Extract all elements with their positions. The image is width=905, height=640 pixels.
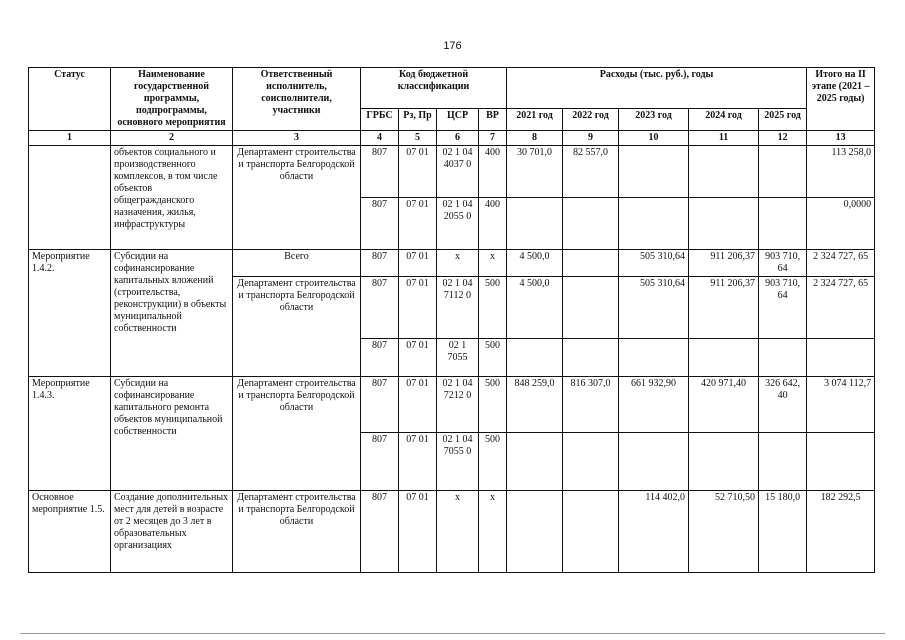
amount-total: 0,0000 — [807, 198, 875, 250]
header-2021: 2021 год — [507, 108, 563, 131]
grbs-cell: 807 — [361, 277, 399, 339]
amount-2025 — [759, 339, 807, 377]
rzpr-cell: 07 01 — [399, 433, 437, 491]
vr-cell: 500 — [479, 377, 507, 433]
col-number: 4 — [361, 131, 399, 146]
name-cell: Создание дополнительных мест для детей в возрасте от 2 месяцев до 3 лет в образовательных организациях — [111, 491, 233, 573]
amount-2025 — [759, 146, 807, 198]
rzpr-cell: 07 01 — [399, 198, 437, 250]
header-budget-code: Код бюджетной классификации — [361, 68, 507, 109]
name-cell: Субсидии на софинансирование капитального ремонта объектов муниципальной собственности — [111, 377, 233, 491]
col-number: 13 — [807, 131, 875, 146]
amount-2024: 52 710,50 — [689, 491, 759, 573]
amount-2022: 816 307,0 — [563, 377, 619, 433]
grbs-cell: 807 — [361, 491, 399, 573]
grbs-cell: 807 — [361, 146, 399, 198]
amount-2023 — [619, 433, 689, 491]
vr-cell: 400 — [479, 198, 507, 250]
amount-total: 2 324 727, 65 — [807, 277, 875, 339]
status-cell: Мероприятие 1.4.3. — [29, 377, 111, 491]
amount-2024 — [689, 198, 759, 250]
status-cell — [29, 146, 111, 250]
page-number: 176 — [443, 40, 462, 52]
amount-total: 3 074 112,7 — [807, 377, 875, 433]
amount-2025 — [759, 198, 807, 250]
col-number: 1 — [29, 131, 111, 146]
amount-2022 — [563, 491, 619, 573]
col-number: 8 — [507, 131, 563, 146]
csr-cell: 02 1 04 7112 0 — [437, 277, 479, 339]
name-cell: объектов социального и производственного комплексов, в том числе объектов общегражданского назначения, жилья, инфраструктуры — [111, 146, 233, 250]
col-number: 10 — [619, 131, 689, 146]
amount-2024 — [689, 339, 759, 377]
rzpr-cell: 07 01 — [399, 146, 437, 198]
header-row-1 — [29, 68, 875, 109]
csr-cell: х — [437, 250, 479, 277]
executor-cell: Департамент строительства и транспорта Белгородской области — [233, 377, 361, 491]
amount-2024 — [689, 433, 759, 491]
vr-cell: х — [479, 491, 507, 573]
status-cell: Мероприятие 1.4.2. — [29, 250, 111, 377]
amount-2022: 82 557,0 — [563, 146, 619, 198]
amount-2023 — [619, 198, 689, 250]
amount-2022 — [563, 433, 619, 491]
rzpr-cell: 07 01 — [399, 250, 437, 277]
vr-cell: х — [479, 250, 507, 277]
header-vr: ВР — [479, 108, 507, 131]
amount-2025 — [759, 433, 807, 491]
table-row — [29, 491, 875, 573]
amount-2023: 661 932,90 — [619, 377, 689, 433]
header-expenses: Расходы (тыс. руб.), годы — [507, 68, 807, 109]
amount-total: 113 258,0 — [807, 146, 875, 198]
grbs-cell: 807 — [361, 339, 399, 377]
col-number: 11 — [689, 131, 759, 146]
amount-total — [807, 339, 875, 377]
header-rzpr: Рз, Пр — [399, 108, 437, 131]
amount-2023: 505 310,64 — [619, 277, 689, 339]
grbs-cell: 807 — [361, 198, 399, 250]
col-number: 7 — [479, 131, 507, 146]
csr-cell: х — [437, 491, 479, 573]
amount-2022 — [563, 277, 619, 339]
grbs-cell: 807 — [361, 377, 399, 433]
amount-total: 2 324 727, 65 — [807, 250, 875, 277]
status-cell: Основное мероприятие 1.5. — [29, 491, 111, 573]
header-2024: 2024 год — [689, 108, 759, 131]
table-row — [29, 377, 875, 433]
csr-cell: 02 1 04 7055 0 — [437, 433, 479, 491]
amount-2023 — [619, 339, 689, 377]
header-total: Итого на II этапе (2021 – 2025 годы) — [807, 68, 875, 131]
amount-2025: 903 710, 64 — [759, 277, 807, 339]
rzpr-cell: 07 01 — [399, 491, 437, 573]
vr-cell: 500 — [479, 277, 507, 339]
amount-2021 — [507, 198, 563, 250]
csr-cell: 02 1 04 7212 0 — [437, 377, 479, 433]
vr-cell: 500 — [479, 339, 507, 377]
col-number: 3 — [233, 131, 361, 146]
executor-cell: Департамент строительства и транспорта Белгородской области — [233, 146, 361, 250]
table-row — [29, 250, 875, 277]
budget-table — [28, 67, 875, 573]
col-number: 12 — [759, 131, 807, 146]
amount-2023: 114 402,0 — [619, 491, 689, 573]
header-executor: Ответственный исполнитель, соисполнители, участники — [233, 68, 361, 131]
amount-2024: 911 206,37 — [689, 277, 759, 339]
amount-2021: 30 701,0 — [507, 146, 563, 198]
table-row — [29, 146, 875, 198]
vr-cell: 500 — [479, 433, 507, 491]
col-number: 2 — [111, 131, 233, 146]
column-number-row — [29, 131, 875, 146]
col-number: 5 — [399, 131, 437, 146]
header-status: Статус — [29, 68, 111, 131]
rzpr-cell: 07 01 — [399, 377, 437, 433]
csr-cell: 02 1 7055 — [437, 339, 479, 377]
executor-cell: Департамент строительства и транспорта Белгородской области — [233, 277, 361, 377]
grbs-cell: 807 — [361, 250, 399, 277]
amount-2021 — [507, 491, 563, 573]
amount-2025: 326 642, 40 — [759, 377, 807, 433]
amount-2022 — [563, 198, 619, 250]
csr-cell: 02 1 04 2055 0 — [437, 198, 479, 250]
amount-total: 182 292,5 — [807, 491, 875, 573]
amount-2021 — [507, 339, 563, 377]
rzpr-cell: 07 01 — [399, 339, 437, 377]
vr-cell: 400 — [479, 146, 507, 198]
header-csr: ЦСР — [437, 108, 479, 131]
amount-2023 — [619, 146, 689, 198]
executor-cell: Всего — [233, 250, 361, 277]
amount-2025: 15 180,0 — [759, 491, 807, 573]
amount-2021: 4 500,0 — [507, 250, 563, 277]
name-cell: Субсидии на софинансирование капитальных вложений (строительства, реконструкции) в объекты муниципальной собственности — [111, 250, 233, 377]
amount-2024: 911 206,37 — [689, 250, 759, 277]
header-2023: 2023 год — [619, 108, 689, 131]
amount-2025: 903 710, 64 — [759, 250, 807, 277]
csr-cell: 02 1 04 4037 0 — [437, 146, 479, 198]
executor-cell: Департамент строительства и транспорта Белгородской области — [233, 491, 361, 573]
amount-2022 — [563, 250, 619, 277]
col-number: 9 — [563, 131, 619, 146]
header-grbs: ГРБС — [361, 108, 399, 131]
header-name: Наименование государственной программы, подпрограммы, основного мероприятия — [111, 68, 233, 131]
amount-2021 — [507, 433, 563, 491]
amount-2023: 505 310,64 — [619, 250, 689, 277]
rzpr-cell: 07 01 — [399, 277, 437, 339]
grbs-cell: 807 — [361, 433, 399, 491]
amount-2024: 420 971,40 — [689, 377, 759, 433]
header-2022: 2022 год — [563, 108, 619, 131]
header-2025: 2025 год — [759, 108, 807, 131]
amount-2021: 848 259,0 — [507, 377, 563, 433]
page-edge-line — [20, 633, 885, 634]
amount-2022 — [563, 339, 619, 377]
amount-2024 — [689, 146, 759, 198]
amount-2021: 4 500,0 — [507, 277, 563, 339]
amount-total — [807, 433, 875, 491]
col-number: 6 — [437, 131, 479, 146]
